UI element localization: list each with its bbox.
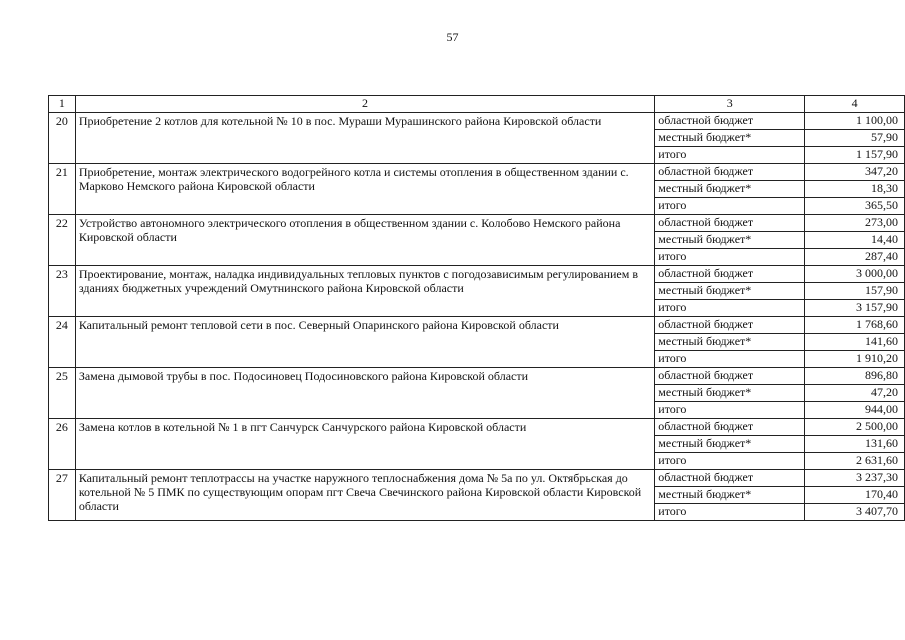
funding-amount: 944,00 xyxy=(805,402,905,419)
funding-amount: 273,00 xyxy=(805,215,905,232)
funding-amount: 14,40 xyxy=(805,232,905,249)
funding-source: местный бюджет* xyxy=(655,232,805,249)
project-description: Замена дымовой трубы в пос. Подосиновец Подосиновского района Кировской области xyxy=(75,368,654,419)
funding-amount: 131,60 xyxy=(805,436,905,453)
funding-amount: 170,40 xyxy=(805,487,905,504)
table-body xyxy=(49,113,905,521)
header-col-2: 2 xyxy=(75,96,654,113)
funding-source: местный бюджет* xyxy=(655,181,805,198)
funding-amount: 157,90 xyxy=(805,283,905,300)
table-row xyxy=(49,266,905,283)
row-number: 23 xyxy=(49,266,76,317)
header-col-4: 4 xyxy=(805,96,905,113)
project-description: Приобретение, монтаж электрического водогрейного котла и системы отопления в общественном здании с. Марково Немского района Кировской области xyxy=(75,164,654,215)
row-number: 21 xyxy=(49,164,76,215)
header-col-3: 3 xyxy=(655,96,805,113)
table-row xyxy=(49,113,905,130)
funding-amount: 3 000,00 xyxy=(805,266,905,283)
header-row xyxy=(49,96,905,113)
funding-source: местный бюджет* xyxy=(655,334,805,351)
funding-source: областной бюджет xyxy=(655,317,805,334)
project-description: Замена котлов в котельной № 1 в пгт Санчурск Санчурского района Кировской области xyxy=(75,419,654,470)
table-row xyxy=(49,368,905,385)
funding-amount: 1 910,20 xyxy=(805,351,905,368)
funding-source: местный бюджет* xyxy=(655,130,805,147)
project-description: Приобретение 2 котлов для котельной № 10 в пос. Мураши Мурашинского района Кировской области xyxy=(75,113,654,164)
funding-source: областной бюджет xyxy=(655,113,805,130)
funding-amount: 2 500,00 xyxy=(805,419,905,436)
funding-source: местный бюджет* xyxy=(655,436,805,453)
funding-amount: 287,40 xyxy=(805,249,905,266)
table-row xyxy=(49,215,905,232)
funding-source: итого xyxy=(655,249,805,266)
funding-amount: 1 768,60 xyxy=(805,317,905,334)
row-number: 25 xyxy=(49,368,76,419)
funding-amount: 365,50 xyxy=(805,198,905,215)
row-number: 26 xyxy=(49,419,76,470)
funding-source: итого xyxy=(655,351,805,368)
funding-source: итого xyxy=(655,504,805,521)
funding-amount: 2 631,60 xyxy=(805,453,905,470)
funding-source: областной бюджет xyxy=(655,470,805,487)
funding-amount: 47,20 xyxy=(805,385,905,402)
header-col-1: 1 xyxy=(49,96,76,113)
funding-amount: 18,30 xyxy=(805,181,905,198)
funding-source: областной бюджет xyxy=(655,164,805,181)
page-number: 57 xyxy=(446,30,459,44)
funding-source: местный бюджет* xyxy=(655,385,805,402)
funding-source: местный бюджет* xyxy=(655,283,805,300)
funding-amount: 1 157,90 xyxy=(805,147,905,164)
project-description: Устройство автономного электрического отопления в общественном здании с. Колобово Немского района Кировской области xyxy=(75,215,654,266)
funding-source: областной бюджет xyxy=(655,266,805,283)
funding-source: итого xyxy=(655,147,805,164)
funding-amount: 347,20 xyxy=(805,164,905,181)
funding-amount: 3 157,90 xyxy=(805,300,905,317)
table-row xyxy=(49,419,905,436)
row-number: 20 xyxy=(49,113,76,164)
funding-source: местный бюджет* xyxy=(655,487,805,504)
funding-source: итого xyxy=(655,198,805,215)
funding-source: областной бюджет xyxy=(655,419,805,436)
project-description: Капитальный ремонт теплотрассы на участке наружного теплоснабжения дома № 5а по ул. Октябрьская до котельной № 5 ПМК по существующим опорам пгт Свеча Свечинского района Кировской области Кировской области xyxy=(75,470,654,521)
funding-source: итого xyxy=(655,453,805,470)
funding-source: областной бюджет xyxy=(655,368,805,385)
row-number: 27 xyxy=(49,470,76,521)
project-description: Капитальный ремонт тепловой сети в пос. Северный Опаринского района Кировской области xyxy=(75,317,654,368)
row-number: 24 xyxy=(49,317,76,368)
table-row xyxy=(49,164,905,181)
funding-source: итого xyxy=(655,300,805,317)
funding-amount: 141,60 xyxy=(805,334,905,351)
funding-amount: 3 407,70 xyxy=(805,504,905,521)
project-description: Проектирование, монтаж, наладка индивидуальных тепловых пунктов с погодозависимым регулированием в зданиях бюджетных учреждений Омутнинского района Кировской области xyxy=(75,266,654,317)
row-number: 22 xyxy=(49,215,76,266)
funding-amount: 3 237,30 xyxy=(805,470,905,487)
funding-source: итого xyxy=(655,402,805,419)
table-row xyxy=(49,317,905,334)
table-row xyxy=(49,470,905,487)
funding-source: областной бюджет xyxy=(655,215,805,232)
funding-amount: 896,80 xyxy=(805,368,905,385)
budget-table xyxy=(48,95,905,521)
funding-amount: 57,90 xyxy=(805,130,905,147)
funding-amount: 1 100,00 xyxy=(805,113,905,130)
